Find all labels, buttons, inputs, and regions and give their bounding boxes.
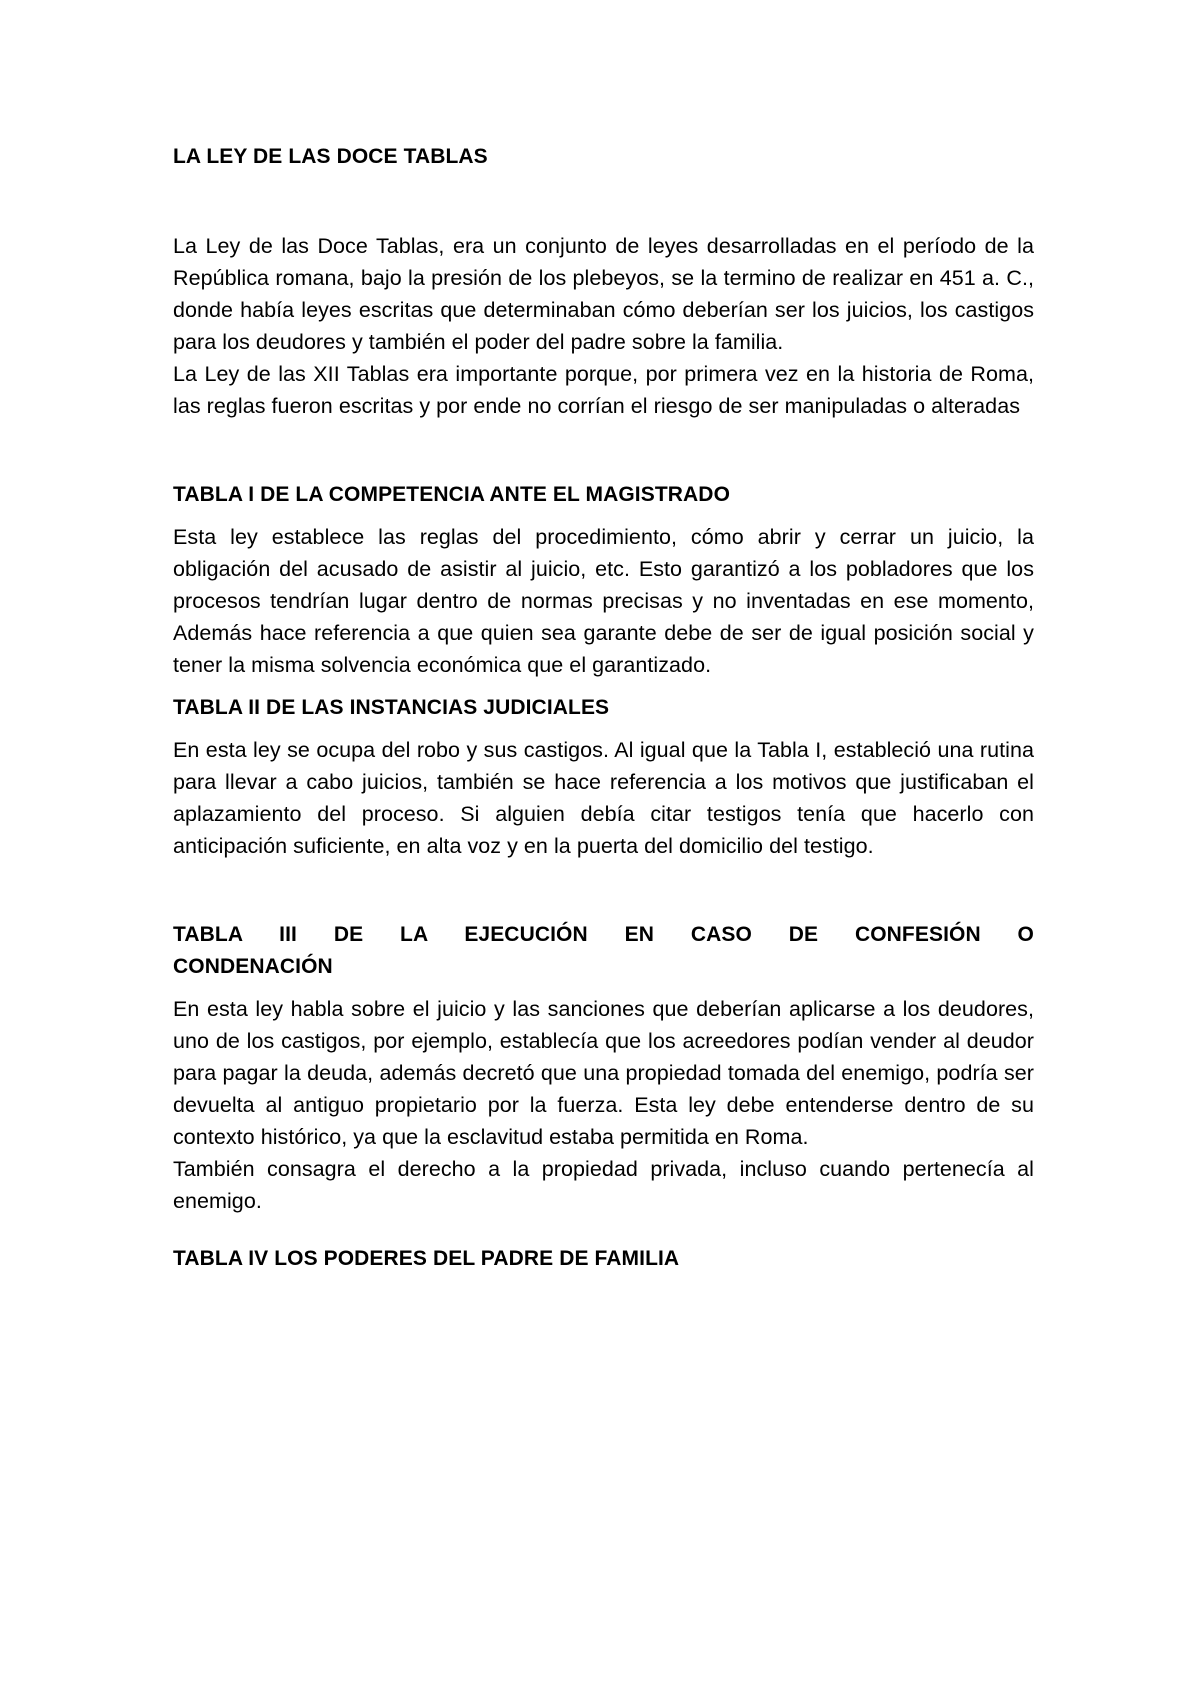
section-heading-tabla-ii: TABLA II DE LAS INSTANCIAS JUDICIALES [173, 696, 610, 719]
section-heading-tabla-i: TABLA I DE LA COMPETENCIA ANTE EL MAGISTRADO [173, 483, 731, 506]
spacer [173, 422, 1034, 479]
spacer [173, 511, 1034, 521]
spacer [173, 173, 1034, 230]
spacer [173, 681, 1034, 692]
spacer [173, 862, 1034, 919]
spacer [173, 1217, 1034, 1243]
document-body [173, 141, 1034, 1275]
intro-paragraph-1: La Ley de las Doce Tablas, era un conjunto de leyes desarrolladas en el período de la República romana, bajo la presión de los plebeyos, se la termino de realizar en 451 a. C., donde había leyes escritas que determinaban cómo deberían ser los juicios, los castigos para los deudores y también el poder del padre sobre la familia. [173, 234, 1034, 354]
spacer [173, 983, 1034, 993]
document-title: LA LEY DE LAS DOCE TABLAS [173, 145, 488, 168]
section-heading-tabla-iv: TABLA IV LOS PODERES DEL PADRE DE FAMILIA [173, 1247, 680, 1270]
section-heading-tabla-iii-line2: CONDENACIÓN [173, 955, 333, 978]
intro-paragraph-2: La Ley de las XII Tablas era importante porque, por primera vez en la historia de Roma, las reglas fueron escritas y por ende no corrían el riesgo de ser manipuladas o alteradas [173, 362, 1034, 418]
section-paragraph-tabla-i: Esta ley establece las reglas del procedimiento, cómo abrir y cerrar un juicio, la obligación del acusado de asistir al juicio, etc. Esto garantizó a los pobladores que los procesos tendrían lugar dentro de normas precisas y no inventadas en ese momento, Además hace referencia a que quien sea garante debe de ser de igual posición social y tener la misma solvencia económica que el garantizado. [173, 525, 1034, 677]
spacer [173, 724, 1034, 734]
section-paragraph-tabla-iii-1: En esta ley habla sobre el juicio y las sanciones que deberían aplicarse a los deudores, uno de los castigos, por ejemplo, establecía que los acreedores podían vender al deudor para pagar la deuda, además decretó que una propiedad tomada del enemigo, podría ser devuelta al antiguo propietario por la fuerza. Esta ley debe entenderse dentro de su contexto histórico, ya que la esclavitud estaba permitida en Roma. [173, 997, 1034, 1149]
section-paragraph-tabla-ii: En esta ley se ocupa del robo y sus castigos. Al igual que la Tabla I, estableció una rutina para llevar a cabo juicios, también se hace referencia a los motivos que justificaban el aplazamiento del proceso. Si alguien debía citar testigos tenía que hacerlo con anticipación suficiente, en alta voz y en la puerta del domicilio del testigo. [173, 738, 1034, 858]
section-heading-tabla-iii-line1: TABLA III DE LA EJECUCIÓN EN CASO DE CONFESIÓN O [173, 923, 1034, 946]
section-heading-tabla-iii [173, 919, 1034, 983]
section-paragraph-tabla-iii-2: También consagra el derecho a la propiedad privada, incluso cuando pertenecía al enemigo. [173, 1157, 1034, 1213]
